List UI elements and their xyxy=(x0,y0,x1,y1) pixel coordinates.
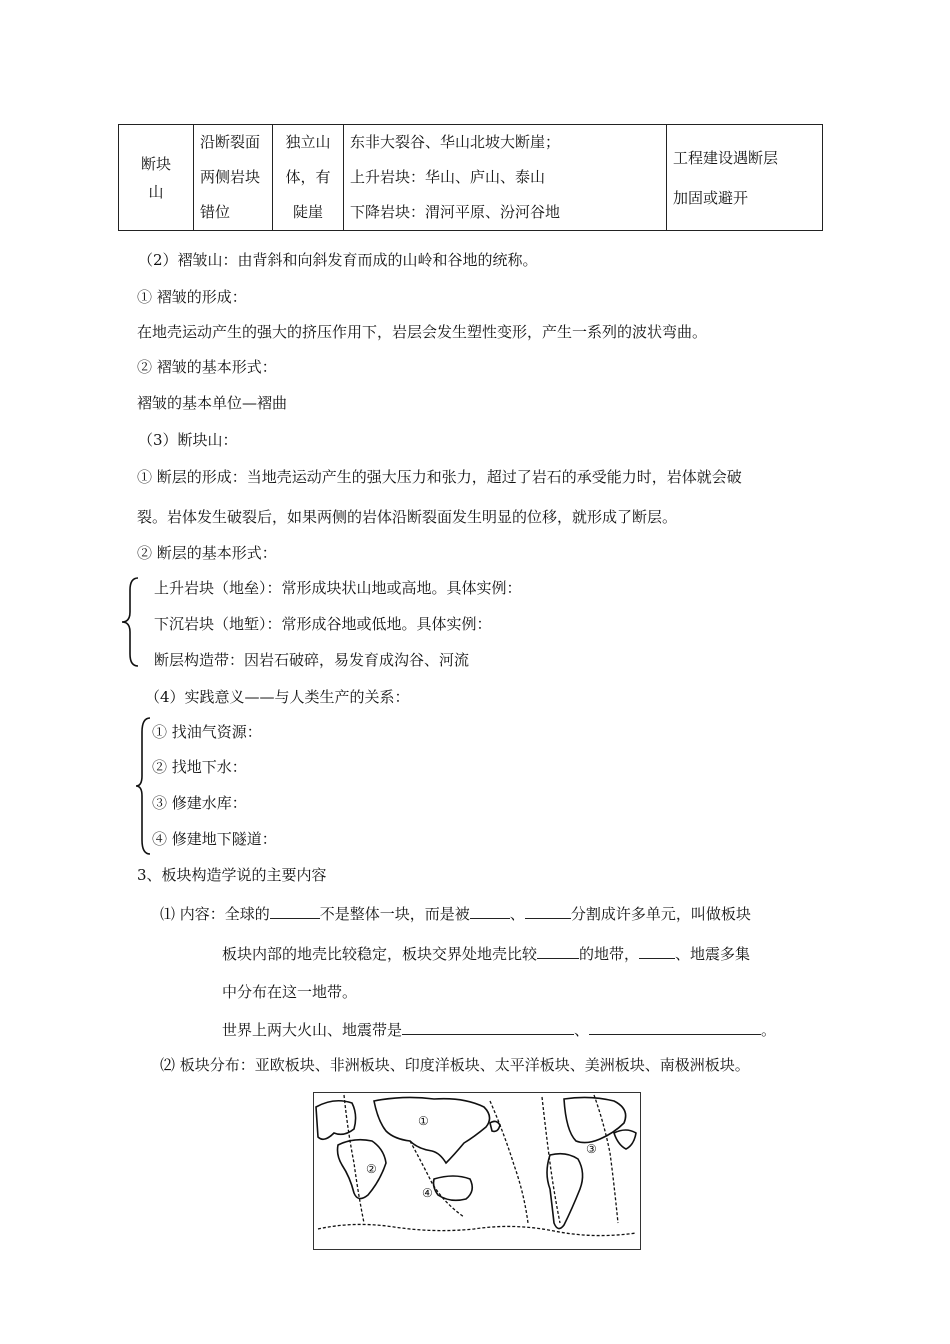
fold-formation-title: ① 褶皱的形成： xyxy=(137,288,247,306)
cause-line: 两侧岩块 xyxy=(200,168,261,186)
left-brace-icon xyxy=(134,716,152,856)
example-line: 上升岩块：华山、庐山、泰山 xyxy=(350,168,546,186)
fault-form-item: 上升岩块（地垒）：常形成块状山地或高地。具体实例： xyxy=(154,579,522,597)
fault-form-item: 断层构造带：因岩石破碎，易发育成沟谷、河流 xyxy=(154,651,470,669)
fault-formation-line2: 裂。岩体发生破裂后，如果两侧的岩体沿断裂面发生明显的位移，就形成了断层。 xyxy=(137,508,678,526)
continent-outlines xyxy=(316,1097,636,1228)
application-line: 工程建设遇断层 xyxy=(673,148,779,167)
text: 世界上两大火山、地震带是 xyxy=(222,1021,403,1039)
plates-content-line1 xyxy=(160,902,751,924)
fold-formation-text: 在地壳运动产生的强大的挤压作用下，岩层会发生塑性变形，产生一系列的波状弯曲。 xyxy=(137,323,708,341)
text: 分割成许多单元，叫做板块 xyxy=(570,905,751,923)
plate-map xyxy=(313,1092,641,1250)
fault-mountain-table xyxy=(118,124,823,231)
practice-item: ④ 修建地下隧道： xyxy=(152,830,277,848)
plate-map-figure xyxy=(314,1093,640,1249)
fault-forms-title: ② 断层的基本形式： xyxy=(137,544,277,562)
plate-label-3: ③ xyxy=(586,1142,597,1156)
application-cell xyxy=(667,125,823,231)
feature-line: 独立山 xyxy=(285,133,331,151)
examples-cell xyxy=(344,125,667,231)
cause-line: 沿断裂面 xyxy=(200,133,261,151)
example-line: 下降岩块：渭河平原、汾河谷地 xyxy=(350,203,561,221)
fold-heading: （2）褶皱山：由背斜和向斜发育而成的山岭和谷地的统称。 xyxy=(138,251,538,269)
application-line: 加固或避开 xyxy=(673,188,749,207)
feature-line: 陡崖 xyxy=(292,203,323,221)
example-line: 东非大裂谷、华山北坡大断崖； xyxy=(350,133,561,151)
fault-form-item: 下沉岩块（地堑）：常形成谷地或低地。具体实例： xyxy=(154,615,492,633)
practice-heading: （4）实践意义——与人类生产的关系： xyxy=(145,688,410,706)
fill-blank xyxy=(402,1018,574,1035)
practice-item: ② 找地下水： xyxy=(152,758,247,776)
plate-label-1: ① xyxy=(418,1114,429,1128)
plate-labels xyxy=(366,1114,597,1200)
text: ⑴ 内容：全球的 xyxy=(160,905,270,923)
practice-item: ③ 修建水库： xyxy=(152,794,247,812)
plates-content-line4 xyxy=(222,1018,776,1040)
left-brace-icon xyxy=(118,576,140,668)
type-line: 山 xyxy=(148,182,164,201)
plates-content-line2 xyxy=(222,942,750,964)
type-line: 断块 xyxy=(140,154,171,173)
feature-cell xyxy=(273,125,344,231)
fold-forms-title: ② 褶皱的基本形式： xyxy=(137,358,277,376)
fault-heading: （3）断块山： xyxy=(138,431,238,449)
text: 板块内部的地壳比较稳定，板块交界处地壳比较 xyxy=(222,945,538,963)
plates-content-line3: 中分布在这一地带。 xyxy=(222,983,358,1001)
fill-blank xyxy=(537,942,579,959)
text: 、地震多集 xyxy=(675,945,751,963)
plates-heading: 3、板块构造学说的主要内容 xyxy=(137,866,327,884)
text: 的地带， xyxy=(579,945,640,963)
fill-blank xyxy=(470,902,510,919)
feature-line: 体，有 xyxy=(285,168,331,186)
plate-label-4: ④ xyxy=(422,1186,433,1200)
text: 不是整体一块，而是被 xyxy=(319,905,470,923)
cause-line: 错位 xyxy=(200,203,231,221)
text: 。 xyxy=(761,1021,777,1039)
plates-distribution: ⑵ 板块分布：亚欧板块、非洲板块、印度洋板块、太平洋板块、美洲板块、南极洲板块。 xyxy=(160,1056,750,1074)
text: 、 xyxy=(574,1021,590,1039)
fold-forms-text: 褶皱的基本单位—褶曲 xyxy=(137,394,288,412)
text: 、 xyxy=(509,905,525,923)
plate-label-2: ② xyxy=(366,1162,377,1176)
cause-cell xyxy=(194,125,273,231)
type-cell xyxy=(119,125,194,231)
fill-blank xyxy=(639,942,675,959)
fault-formation-line1: ① 断层的形成：当地壳运动产生的强大压力和张力，超过了岩石的承受能力时，岩体就会破 xyxy=(137,468,742,486)
fill-blank xyxy=(525,902,571,919)
fill-blank xyxy=(589,1018,761,1035)
practice-item: ① 找油气资源： xyxy=(152,723,262,741)
fill-blank xyxy=(270,902,320,919)
